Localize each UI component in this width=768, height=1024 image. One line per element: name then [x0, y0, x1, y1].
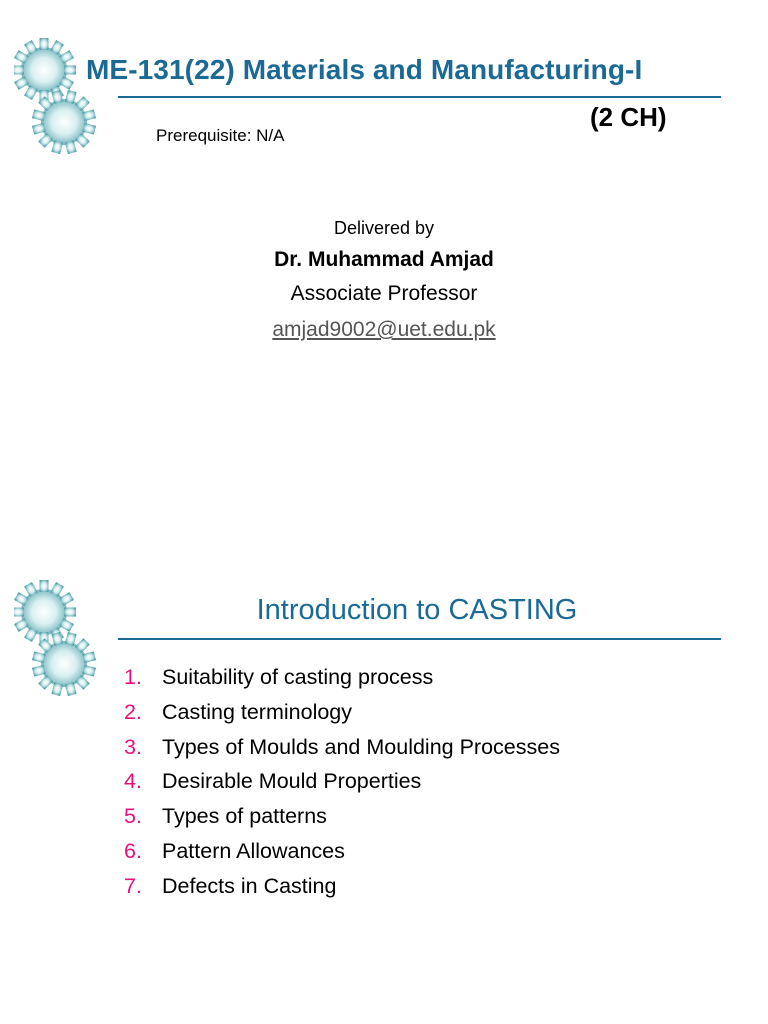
section-title: Introduction to CASTING — [256, 594, 578, 626]
list-item — [124, 697, 560, 732]
credit-hours: (2 CH) — [590, 102, 667, 132]
list-item-number: 5. — [124, 804, 142, 829]
list-item-text: Pattern Allowances — [162, 838, 345, 863]
list-item-text: Types of Moulds and Moulding Processes — [162, 734, 560, 759]
title-divider — [118, 638, 721, 640]
list-item-text: Casting terminology — [162, 699, 353, 724]
list-item — [124, 836, 560, 871]
delivered-by-label: Delivered by — [333, 218, 435, 238]
list-item — [124, 871, 560, 906]
title-divider — [118, 96, 721, 98]
list-item-number: 1. — [124, 665, 142, 689]
outline-slide — [0, 512, 768, 1024]
list-item-text: Defects in Casting — [162, 873, 337, 898]
list-item-text: Types of patterns — [162, 804, 327, 829]
topic-list — [124, 662, 560, 906]
presenter-position: Associate Professor — [290, 282, 478, 305]
presenter-email-link[interactable]: amjad9002@uet.edu.pk — [272, 318, 496, 341]
list-item-text: Desirable Mould Properties — [162, 769, 422, 794]
presenter-name: Dr. Muhammad Amjad — [274, 248, 494, 271]
presenter-email-wrapper — [0, 318, 768, 342]
list-item — [124, 801, 560, 836]
prerequisite-text: Prerequisite: N/A — [156, 126, 285, 145]
list-item-number: 6. — [124, 838, 142, 863]
list-item-text: Suitability of casting process — [162, 665, 434, 689]
course-title: ME-131(22) Materials and Manufacturing-I — [86, 54, 643, 85]
list-item — [124, 732, 560, 767]
list-item-number: 7. — [124, 873, 142, 898]
list-item — [124, 766, 560, 801]
list-item — [124, 662, 560, 697]
list-item-number: 4. — [124, 769, 142, 794]
list-item-number: 2. — [124, 699, 142, 724]
list-item-number: 3. — [124, 734, 142, 759]
